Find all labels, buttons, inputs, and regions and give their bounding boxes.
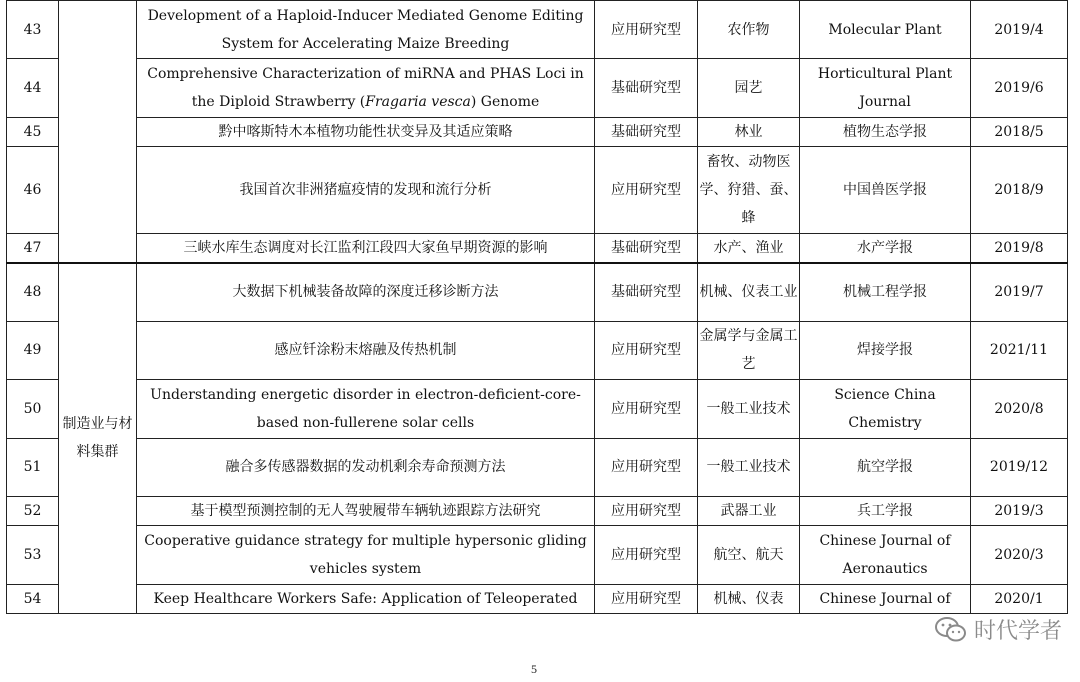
publish-date: 2020/8 xyxy=(971,379,1068,438)
row-number: 46 xyxy=(7,147,59,234)
journal: 中国兽医学报 xyxy=(800,147,971,234)
title-species: Fragaria vesca xyxy=(365,94,471,110)
research-type: 应用研究型 xyxy=(595,496,698,525)
field: 畜牧、动物医学、狩猎、蚕、蜂 xyxy=(698,147,800,234)
table-row xyxy=(7,234,1068,264)
table-row xyxy=(7,118,1068,147)
row-number: 52 xyxy=(7,496,59,525)
paper-title: Development of a Haploid-Inducer Mediated Genome Editing System for Accelerating Maize Breeding xyxy=(137,1,595,59)
table-row xyxy=(7,263,1068,321)
paper-title xyxy=(137,59,595,118)
journal: Chinese Journal of Aeronautics xyxy=(800,525,971,584)
journal: 兵工学报 xyxy=(800,496,971,525)
table-row xyxy=(7,147,1068,234)
research-type: 应用研究型 xyxy=(595,147,698,234)
research-type: 基础研究型 xyxy=(595,263,698,321)
table-row xyxy=(7,59,1068,118)
research-type: 应用研究型 xyxy=(595,525,698,584)
field: 金属学与金属工艺 xyxy=(698,321,800,379)
paper-title: 我国首次非洲猪瘟疫情的发现和流行分析 xyxy=(137,147,595,234)
publish-date: 2021/11 xyxy=(971,321,1068,379)
research-type: 基础研究型 xyxy=(595,118,698,147)
table-row xyxy=(7,1,1068,59)
field: 机械、仪表 xyxy=(698,584,800,613)
field: 农作物 xyxy=(698,1,800,59)
row-number: 45 xyxy=(7,118,59,147)
table-row xyxy=(7,321,1068,379)
journal: 焊接学报 xyxy=(800,321,971,379)
paper-title: 黔中喀斯特木本植物功能性状变异及其适应策略 xyxy=(137,118,595,147)
title-part: Comprehensive Characterization of miRNA and PHAS Loci in the Diploid Strawberry ( xyxy=(147,66,584,110)
journal: 水产学报 xyxy=(800,234,971,264)
publish-date: 2019/4 xyxy=(971,1,1068,59)
table-row xyxy=(7,525,1068,584)
paper-title: Keep Healthcare Workers Safe: Application of Teleoperated xyxy=(137,584,595,613)
row-number: 47 xyxy=(7,234,59,264)
publish-date: 2019/3 xyxy=(971,496,1068,525)
title-part: ) Genome xyxy=(470,94,540,110)
paper-title: Understanding energetic disorder in electron-deficient-core-based non-fullerene solar cells xyxy=(137,379,595,438)
publish-date: 2020/1 xyxy=(971,584,1068,613)
field: 林业 xyxy=(698,118,800,147)
field: 园艺 xyxy=(698,59,800,118)
table-row xyxy=(7,379,1068,438)
paper-title: Cooperative guidance strategy for multiple hypersonic gliding vehicles system xyxy=(137,525,595,584)
table-row xyxy=(7,496,1068,525)
row-number: 54 xyxy=(7,584,59,613)
research-type: 应用研究型 xyxy=(595,438,698,496)
table-row xyxy=(7,438,1068,496)
research-type: 应用研究型 xyxy=(595,379,698,438)
journal: Science China Chemistry xyxy=(800,379,971,438)
row-number: 44 xyxy=(7,59,59,118)
group-cell-empty xyxy=(59,1,137,264)
row-number: 53 xyxy=(7,525,59,584)
page-number: 5 xyxy=(531,662,537,676)
field: 一般工业技术 xyxy=(698,438,800,496)
field: 机械、仪表工业 xyxy=(698,263,800,321)
row-number: 50 xyxy=(7,379,59,438)
publish-date: 2019/7 xyxy=(971,263,1068,321)
row-number: 49 xyxy=(7,321,59,379)
watermark-text: 时代学者 xyxy=(973,619,1062,644)
publish-date: 2019/8 xyxy=(971,234,1068,264)
paper-title: 三峡水库生态调度对长江监利江段四大家鱼早期资源的影响 xyxy=(137,234,595,264)
research-type: 应用研究型 xyxy=(595,321,698,379)
journal: 植物生态学报 xyxy=(800,118,971,147)
publish-date: 2019/6 xyxy=(971,59,1068,118)
journal: Chinese Journal of xyxy=(800,584,971,613)
journal: Horticultural Plant Journal xyxy=(800,59,971,118)
paper-title: 融合多传感器数据的发动机剩余寿命预测方法 xyxy=(137,438,595,496)
table-row xyxy=(7,584,1068,613)
publish-date: 2019/12 xyxy=(971,438,1068,496)
journal: 航空学报 xyxy=(800,438,971,496)
research-type: 应用研究型 xyxy=(595,1,698,59)
publish-date: 2020/3 xyxy=(971,525,1068,584)
publish-date: 2018/9 xyxy=(971,147,1068,234)
row-number: 48 xyxy=(7,263,59,321)
journal: Molecular Plant xyxy=(800,1,971,59)
paper-list-table xyxy=(6,0,1068,614)
journal: 机械工程学报 xyxy=(800,263,971,321)
field: 一般工业技术 xyxy=(698,379,800,438)
paper-title: 大数据下机械装备故障的深度迁移诊断方法 xyxy=(137,263,595,321)
research-type: 基础研究型 xyxy=(595,234,698,264)
paper-title: 感应钎涂粉末熔融及传热机制 xyxy=(137,321,595,379)
paper-title: 基于模型预测控制的无人驾驶履带车辆轨迹跟踪方法研究 xyxy=(137,496,595,525)
wechat-icon xyxy=(934,616,968,644)
research-type: 基础研究型 xyxy=(595,59,698,118)
research-type: 应用研究型 xyxy=(595,584,698,613)
group-label: 制造业与材料集群 xyxy=(59,263,137,613)
publish-date: 2018/5 xyxy=(971,118,1068,147)
field: 武器工业 xyxy=(698,496,800,525)
watermark xyxy=(934,614,1062,645)
field: 水产、渔业 xyxy=(698,234,800,264)
row-number: 43 xyxy=(7,1,59,59)
row-number: 51 xyxy=(7,438,59,496)
field: 航空、航天 xyxy=(698,525,800,584)
